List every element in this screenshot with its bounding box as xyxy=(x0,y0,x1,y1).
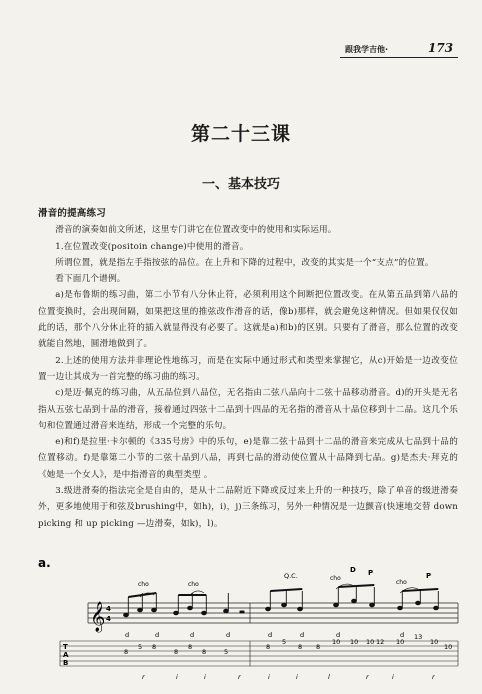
picking-mark: r xyxy=(366,673,369,681)
tab-letter: A xyxy=(63,651,69,659)
tab-number: 8 xyxy=(174,648,179,656)
technique-mark: Q.C. xyxy=(284,572,298,580)
tab-number: 12 xyxy=(376,638,385,646)
picking-mark: i xyxy=(392,673,394,681)
time-signature-icon: 4 xyxy=(106,615,111,623)
paragraph: 看下面几个谱例。 xyxy=(55,274,126,285)
technique-mark: cho xyxy=(138,581,149,588)
tab-number: 8 xyxy=(266,643,271,651)
tab-letter: B xyxy=(63,659,69,667)
section-subtitle: 一、基本技巧 xyxy=(201,177,280,192)
page-number: 173 xyxy=(428,41,454,55)
paragraph: 1.在位置改变(positoin change)中使用的滑音。 xyxy=(55,241,249,252)
tab-number: 10 xyxy=(430,638,439,646)
finger-mark: d xyxy=(125,631,130,639)
finger-mark: d xyxy=(155,631,160,639)
technique-mark: P xyxy=(368,569,374,577)
paragraph: e)和f)是拉里·卡尔顿的《335号房》中的乐句，e)是靠二弦十品到十二品的滑音来完成从七品到十品的位置移动。f)是靠第二小节的二弦十品到八品，再到七品的滑动使位置从十品降到七品。g)是杰夫·拜克的《她是一个女人》，是中指滑音的典型类型 。 xyxy=(38,437,458,480)
technique-mark: cho xyxy=(188,581,199,588)
picking-mark: i xyxy=(296,673,298,681)
picking-mark: i xyxy=(268,673,270,681)
paragraph: 所谓位置，就是指左手指按弦的品位。在上升和下降的过程中，改变的其实是一个“支点”的位置。 xyxy=(55,257,434,268)
picking-mark: i xyxy=(176,673,178,681)
tab-number: 8 xyxy=(124,648,129,656)
paragraph: 3.级进滑奏的指法完全是自由的，是从十二品附近下降或反过来上升的一种技巧，除了单音的级进滑奏外，更多地使用于和弦及brushing中，如h)，i)，j)三条练习，另外一种情况是一边颤音(快速地交替 down picking 和 up picking —边滑奏，如k)，l)。 xyxy=(38,486,458,529)
tab-number: 10 xyxy=(332,638,341,646)
tab-number: 8 xyxy=(298,643,303,651)
paragraph: a)是布鲁斯的练习曲，第二小节有八分休止符，必须利用这个间断把位置改变。在从第五品到第八品的位置变换时，会出现间隔，如果把这里的推弦改作滑音的话，像b)那样，就会避免这种情况。但如果仅仅如此的话，那个八分休止符的插入就显得没有必要了。这就是a)和b)的区别。只要有了滑音，那么位置的改变就能自然地，圆滑地做到了。 xyxy=(38,290,458,350)
tab-number: 5 xyxy=(138,643,143,651)
tab-number: 8 xyxy=(202,648,207,656)
technique-mark: P xyxy=(426,572,432,580)
picking-mark: r xyxy=(238,673,241,681)
tab-number: 10 xyxy=(350,638,359,646)
finger-mark: d xyxy=(268,631,273,639)
tab-letter: T xyxy=(63,643,68,651)
technique-mark: D xyxy=(350,566,356,574)
finger-mark: d xyxy=(336,631,341,639)
score-svg xyxy=(0,553,482,690)
picking-mark: r xyxy=(142,673,145,681)
section-heading: 滑音的提高练习 xyxy=(38,208,106,219)
finger-mark: d xyxy=(400,631,405,639)
tab-number: 8 xyxy=(316,643,321,651)
music-score xyxy=(0,553,482,690)
picking-mark: l xyxy=(328,673,330,681)
paragraph: 滑音的演奏如前文所述，这里专门讲它在位置改变中的使用和实际运用。 xyxy=(55,225,337,236)
book-brand: 跟我学吉他· xyxy=(345,45,389,54)
finger-mark: d xyxy=(226,631,231,639)
tab-number: 13 xyxy=(414,633,423,641)
treble-clef-icon: 𝄞 xyxy=(90,602,106,632)
example-label: a. xyxy=(38,556,51,570)
finger-mark: d xyxy=(300,631,305,639)
picking-mark: i xyxy=(204,673,206,681)
technique-mark: cho xyxy=(396,579,407,586)
tab-number: 8 xyxy=(188,643,193,651)
paragraph: c)是迈·佩克的练习曲，从五品位到八品位，无名指由二弦八品向十二弦十品移动滑音。d)的开头是无名指从五弦七品到十品的滑音，接着通过四弦十二品到十四品的无名指的滑音从十品位移到十二品。这几个乐句和位置通过滑音来连结，形成一个完整的乐句。 xyxy=(38,388,458,431)
time-signature-icon: 4 xyxy=(106,605,111,613)
tab-number: 5 xyxy=(282,638,287,646)
technique-mark: cho xyxy=(330,575,341,582)
tab-number: 8 xyxy=(152,643,157,651)
tab-number: 10 xyxy=(396,638,405,646)
tab-number: 10 xyxy=(366,638,375,646)
tab-number: 10 xyxy=(444,643,453,651)
picking-mark: r xyxy=(432,673,435,681)
picking-marks xyxy=(142,673,436,681)
tab-number: 5 xyxy=(224,648,229,656)
page-header xyxy=(0,10,482,55)
header-rule xyxy=(340,57,458,58)
notes-group xyxy=(124,585,439,617)
body-text xyxy=(38,206,458,532)
paragraph: 2.上述的使用方法并非理论性地练习，而是在实际中通过形式和类型来掌握它，从c)开始是一边改变位置一边让其成为一首完整的练习曲的练习。 xyxy=(38,355,458,382)
finger-mark: d xyxy=(190,631,195,639)
lesson-title: 第二十三课 xyxy=(190,123,291,145)
